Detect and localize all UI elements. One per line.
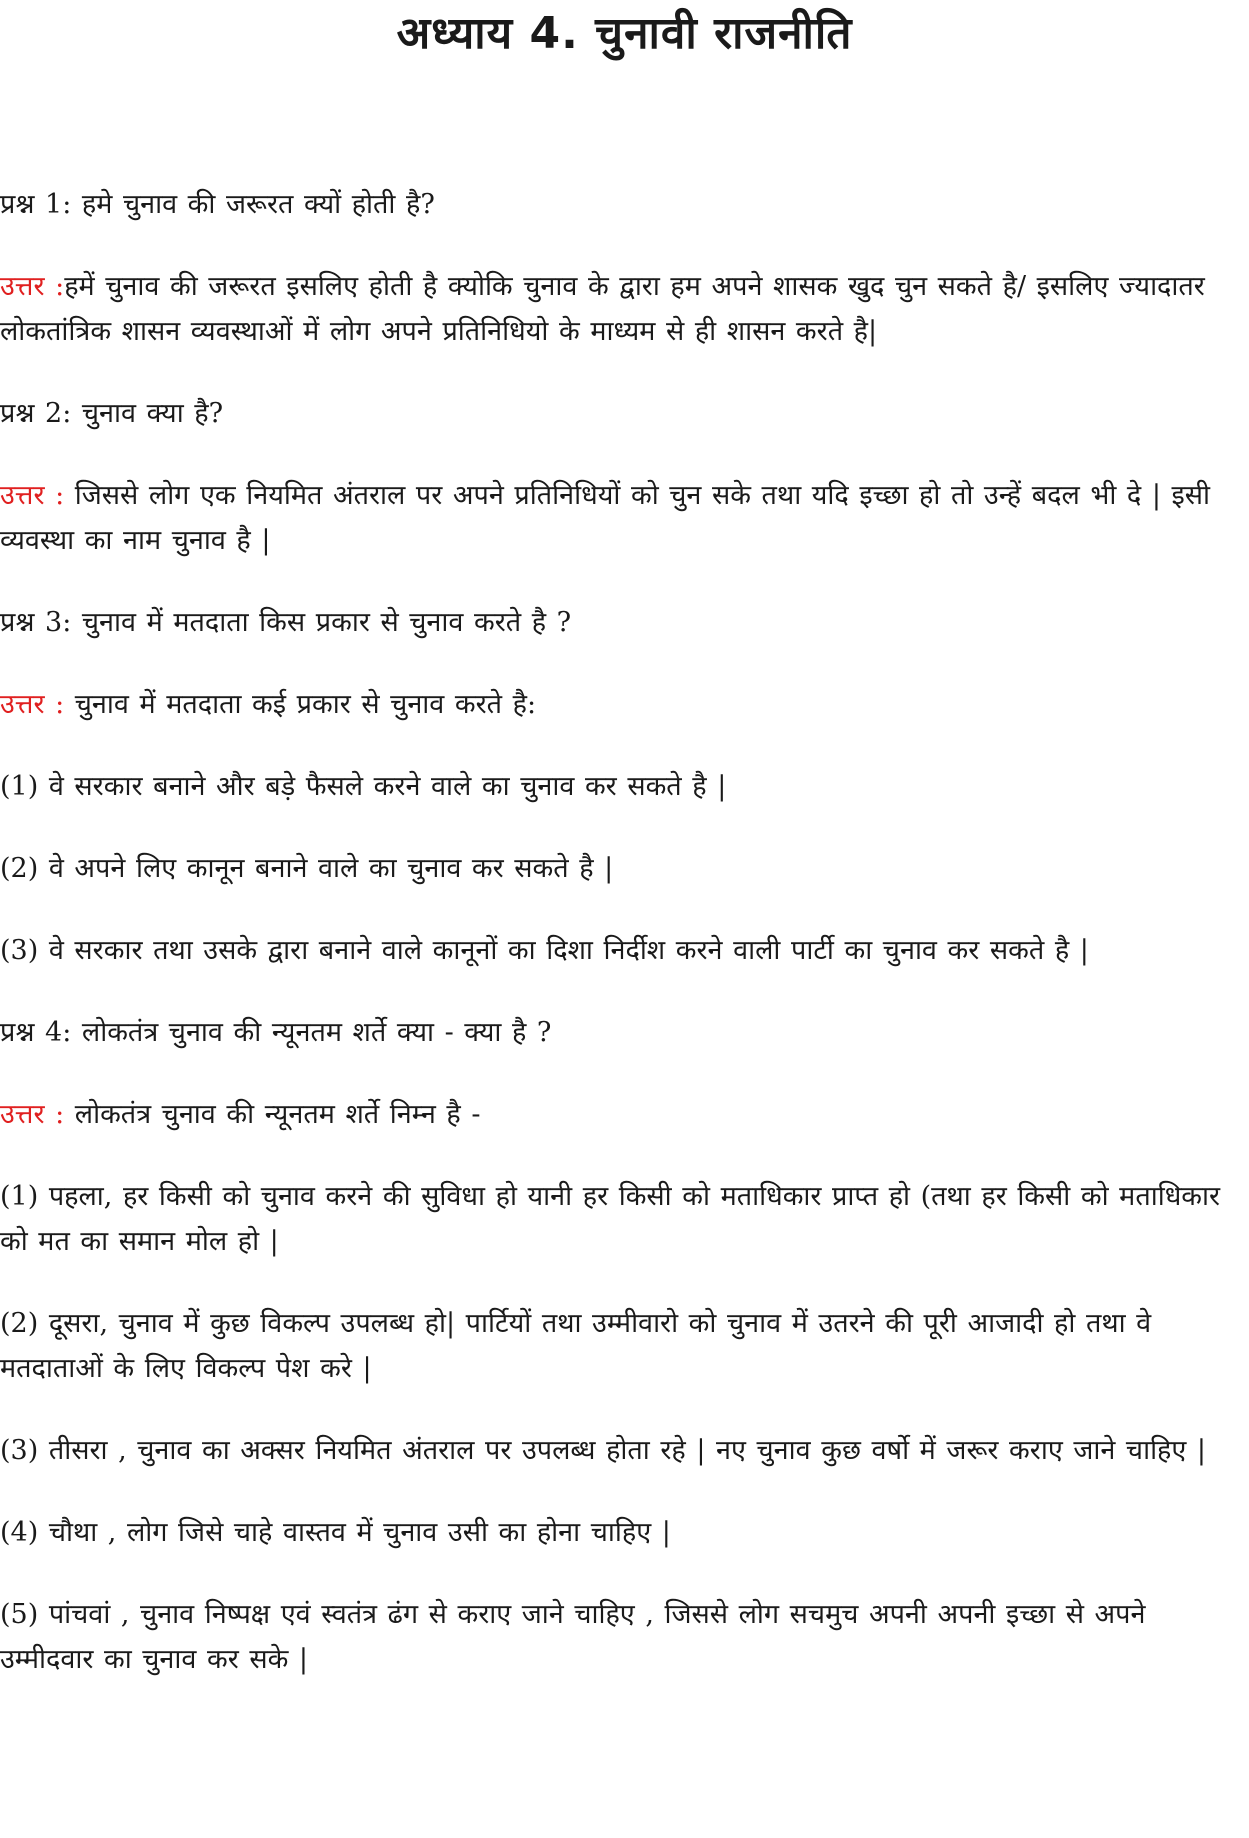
answer-1 — [0, 264, 1240, 354]
answer-text: जिससे लोग एक नियमित अंतराल पर अपने प्रतिनिधियों को चुन सके तथा यदि इच्छा हो तो उन्हें बदल भी दे | इसी व्यवस्था का नाम चुनाव है | — [0, 480, 1211, 556]
answer-label: उत्तर : — [0, 1099, 65, 1130]
answer-2 — [0, 473, 1240, 563]
answer-label: उत्तर : — [0, 480, 65, 511]
answer-4-point-5: (5) पांचवां , चुनाव निष्पक्ष एवं स्वतंत्र ढंग से कराए जाने चाहिए , जिससे लोग सचमुच अपनी अपनी इच्छा से अपने उम्मीदवार का चुनाव कर सके | — [0, 1599, 1146, 1675]
answer-text: हमें चुनाव की जरूरत इसलिए होती है क्योकि चुनाव के द्वारा हम अपने शासक खुद चुन सकते है/ इसलिए ज्यादातर लोकतांत्रिक शासन व्यवस्थाओं में लोग अपने प्रतिनिधियो के माध्यम से ही शासन करते है| — [0, 271, 1205, 347]
answer-4 — [0, 1092, 1240, 1137]
answer-text: लोकतंत्र चुनाव की न्यूनतम शर्ते निम्न है - — [64, 1099, 481, 1130]
answer-4-point-1: (1) पहला, हर किसी को चुनाव करने की सुविधा हो यानी हर किसी को मताधिकार प्राप्त हो (तथा हर किसी को मताधिकार को मत का समान मोल हो | — [0, 1181, 1221, 1257]
question-2: प्रश्न 2: चुनाव क्या है? — [0, 398, 224, 429]
question-4: प्रश्न 4: लोकतंत्र चुनाव की न्यूनतम शर्ते क्या - क्या है ? — [0, 1017, 552, 1048]
answer-3-point-3: (3) वे सरकार तथा उसके द्वारा बनाने वाले कानूनों का दिशा निर्दीश करने वाली पार्टी का चुनाव कर सकते है | — [0, 935, 1089, 966]
answer-4-point-3: (3) तीसरा , चुनाव का अक्सर नियमित अंतराल पर उपलब्ध होता रहे | नए चुनाव कुछ वर्षो में जरूर कराए जाने चाहिए | — [0, 1435, 1207, 1466]
question-1: प्रश्न 1: हमे चुनाव की जरूरत क्यों होती है? — [0, 189, 435, 220]
answer-text: चुनाव में मतदाता कई प्रकार से चुनाव करते है: — [64, 689, 537, 720]
qa-content — [0, 182, 1240, 1719]
answer-label: उत्तर : — [0, 271, 65, 302]
answer-3-point-1: (1) वे सरकार बनाने और बड़े फैसले करने वाले का चुनाव कर सकते है | — [0, 771, 727, 802]
answer-4-point-4: (4) चौथा , लोग जिसे चाहे वास्तव में चुनाव उसी का होना चाहिए | — [0, 1517, 671, 1548]
answer-label: उत्तर : — [0, 689, 65, 720]
answer-3 — [0, 682, 1240, 727]
chapter-title: अध्याय 4. चुनावी राजनीति — [396, 8, 853, 59]
question-3: प्रश्न 3: चुनाव में मतदाता किस प्रकार से चुनाव करते है ? — [0, 607, 572, 638]
answer-3-point-2: (2) वे अपने लिए कानून बनाने वाले का चुनाव कर सकते है | — [0, 853, 614, 884]
answer-4-point-2: (2) दूसरा, चुनाव में कुछ विकल्प उपलब्ध हो| पार्टियों तथा उम्मीवारो को चुनाव में उतरने की पूरी आजादी हो तथा वे मतदाताओं के लिए विकल्प पेश करे | — [0, 1308, 1152, 1384]
